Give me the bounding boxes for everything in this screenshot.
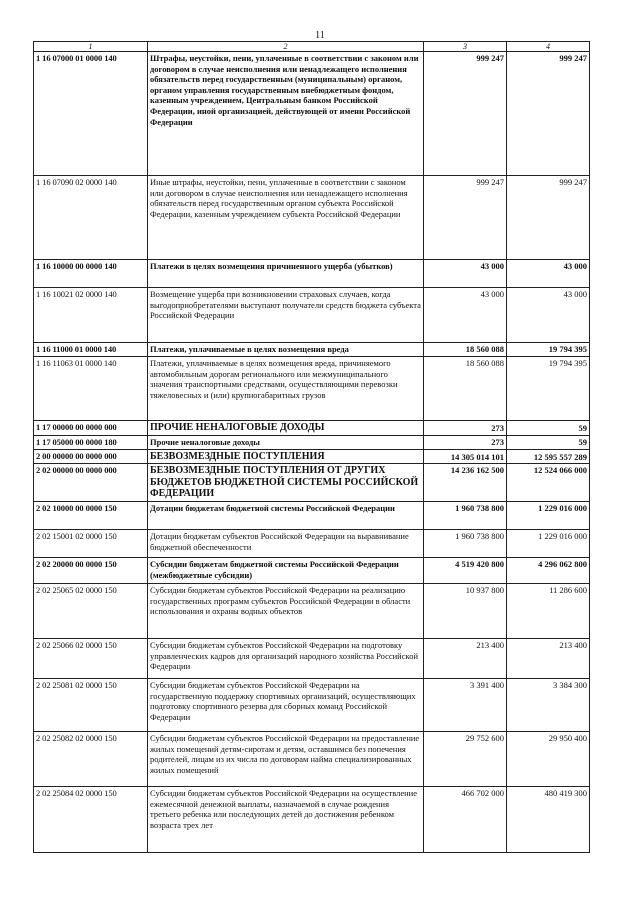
amount-2-cell: 43 000 [507, 288, 590, 343]
amount-2-cell: 999 247 [507, 52, 590, 176]
amount-1-cell: 3 391 400 [424, 679, 507, 732]
amount-2-cell: 12 595 557 289 [507, 449, 590, 464]
revenue-name-cell: ПРОЧИЕ НЕНАЛОГОВЫЕ ДОХОДЫ [148, 421, 424, 436]
table-row [34, 732, 590, 787]
revenue-name-cell: Иные штрафы, неустойки, пени, уплаченные в соответствии с законом или договором в случае неисполнения или ненадлежащего исполнения обязательств перед государственным органом субъекта Российской Федерации, казенным учреждением субъекта Российской Федерации [148, 176, 424, 260]
amount-1-cell: 273 [424, 421, 507, 436]
revenue-name-cell: Платежи, уплачиваемые в целях возмещения вреда [148, 343, 424, 357]
amount-2-cell: 1 229 016 000 [507, 502, 590, 530]
budget-code-cell: 1 16 07000 01 0000 140 [34, 52, 148, 176]
budget-code-cell: 2 02 25084 02 0000 150 [34, 787, 148, 853]
table-row [34, 288, 590, 343]
revenue-name-cell: Штрафы, неустойки, пени, уплаченные в соответствии с законом или договором в случае неисполнения или ненадлежащего исполнения обязательств перед государственным (муниципальным) органом, органом управления государственным внебюджетным фондом, казенным учреждением, Центральным банком Российской Федерации, иной организацией, действующей от имени Российской Федерации [148, 52, 424, 176]
amount-1-cell: 18 560 088 [424, 357, 507, 421]
budget-code-cell: 2 02 20000 00 0000 150 [34, 558, 148, 584]
revenue-name-cell: Субсидии бюджетам субъектов Российской Федерации на подготовку управленческих кадров для организаций народного хозяйства Российской Федерации [148, 639, 424, 679]
budget-code-cell: 2 02 10000 00 0000 150 [34, 502, 148, 530]
amount-1-cell: 273 [424, 436, 507, 450]
revenue-name-cell: Субсидии бюджетам субъектов Российской Федерации на реализацию государственных программ субъектов Российской Федерации в области использования и охраны водных объектов [148, 584, 424, 639]
revenue-name-cell: Субсидии бюджетам субъектов Российской Федерации на осуществление ежемесячной денежной выплаты, назначаемой в случае рождения третьего ребенка или последующих детей до достижения ребенком возраста трех лет [148, 787, 424, 853]
amount-2-cell: 999 247 [507, 176, 590, 260]
column-header-amount-2: 4 [507, 42, 590, 52]
budget-code-cell: 2 02 15001 02 0000 150 [34, 530, 148, 558]
revenue-name-cell: БЕЗВОЗМЕЗДНЫЕ ПОСТУПЛЕНИЯ ОТ ДРУГИХ БЮДЖЕТОВ БЮДЖЕТНОЙ СИСТЕМЫ РОССИЙСКОЙ ФЕДЕРАЦИИ [148, 464, 424, 502]
budget-code-cell: 1 16 10000 00 0000 140 [34, 260, 148, 288]
amount-1-cell: 1 960 738 800 [424, 530, 507, 558]
table-row [34, 343, 590, 357]
budget-code-cell: 1 16 11063 01 0000 140 [34, 357, 148, 421]
revenue-name-cell: Прочие неналоговые доходы [148, 436, 424, 450]
amount-2-cell: 213 400 [507, 639, 590, 679]
amount-2-cell: 29 950 400 [507, 732, 590, 787]
table-row [34, 558, 590, 584]
table-row [34, 52, 590, 176]
table-row [34, 787, 590, 853]
table-row [34, 530, 590, 558]
revenue-name-cell: БЕЗВОЗМЕЗДНЫЕ ПОСТУПЛЕНИЯ [148, 449, 424, 464]
budget-code-cell: 1 16 07090 02 0000 140 [34, 176, 148, 260]
amount-1-cell: 14 305 014 101 [424, 449, 507, 464]
amount-1-cell: 1 960 738 800 [424, 502, 507, 530]
budget-code-cell: 2 02 00000 00 0000 000 [34, 464, 148, 502]
revenue-name-cell: Субсидии бюджетам бюджетной системы Российской Федерации (межбюджетные субсидии) [148, 558, 424, 584]
budget-revenue-table [33, 41, 590, 853]
revenue-name-cell: Возмещение ущерба при возникновении страховых случаев, когда выгодоприобретателями выступают получатели средств бюджета субъекта Российской Федерации [148, 288, 424, 343]
amount-1-cell: 14 236 162 500 [424, 464, 507, 502]
table-row [34, 464, 590, 502]
revenue-name-cell: Платежи в целях возмещения причиненного ущерба (убытков) [148, 260, 424, 288]
amount-2-cell: 59 [507, 436, 590, 450]
amount-1-cell: 466 702 000 [424, 787, 507, 853]
column-header-code: 1 [34, 42, 148, 52]
amount-2-cell: 11 286 600 [507, 584, 590, 639]
budget-code-cell: 2 02 25082 02 0000 150 [34, 732, 148, 787]
column-number-row [34, 42, 590, 52]
amount-2-cell: 12 524 066 000 [507, 464, 590, 502]
table-body [34, 52, 590, 853]
budget-code-cell: 2 00 00000 00 0000 000 [34, 449, 148, 464]
column-header-name: 2 [148, 42, 424, 52]
amount-1-cell: 18 560 088 [424, 343, 507, 357]
budget-code-cell: 1 16 10021 02 0000 140 [34, 288, 148, 343]
amount-1-cell: 10 937 800 [424, 584, 507, 639]
amount-1-cell: 43 000 [424, 288, 507, 343]
table-row [34, 584, 590, 639]
amount-2-cell: 19 794 395 [507, 343, 590, 357]
revenue-name-cell: Субсидии бюджетам субъектов Российской Федерации на предоставление жилых помещений детям-сиротам и детям, оставшимся без попечения родителей, лицам из их числа по договорам найма специализированных жилых помещений [148, 732, 424, 787]
amount-2-cell: 43 000 [507, 260, 590, 288]
budget-code-cell: 1 16 11000 01 0000 140 [34, 343, 148, 357]
amount-1-cell: 999 247 [424, 52, 507, 176]
column-header-amount-1: 3 [424, 42, 507, 52]
table-row [34, 679, 590, 732]
amount-2-cell: 59 [507, 421, 590, 436]
revenue-name-cell: Дотации бюджетам субъектов Российской Федерации на выравнивание бюджетной обеспеченности [148, 530, 424, 558]
amount-1-cell: 213 400 [424, 639, 507, 679]
amount-2-cell: 1 229 016 000 [507, 530, 590, 558]
budget-code-cell: 1 17 00000 00 0000 000 [34, 421, 148, 436]
amount-2-cell: 480 419 300 [507, 787, 590, 853]
revenue-name-cell: Платежи, уплачиваемые в целях возмещения вреда, причиняемого автомобильным дорогам регионального или межмуниципального значения транспортными средствами, осуществляющими перевозки тяжеловесных и (или) крупногабаритных грузов [148, 357, 424, 421]
revenue-name-cell: Дотации бюджетам бюджетной системы Российской Федерации [148, 502, 424, 530]
amount-1-cell: 4 519 420 800 [424, 558, 507, 584]
table-row [34, 449, 590, 464]
page-number: 11 [315, 30, 325, 41]
budget-code-cell: 2 02 25081 02 0000 150 [34, 679, 148, 732]
table-row [34, 502, 590, 530]
amount-1-cell: 999 247 [424, 176, 507, 260]
amount-2-cell: 3 384 300 [507, 679, 590, 732]
table-row [34, 357, 590, 421]
revenue-name-cell: Субсидии бюджетам субъектов Российской Федерации на государственную поддержку спортивных организаций, осуществляющих подготовку спортивного резерва для сборных команд Российской Федерации [148, 679, 424, 732]
budget-code-cell: 2 02 25065 02 0000 150 [34, 584, 148, 639]
amount-1-cell: 29 752 600 [424, 732, 507, 787]
table-row [34, 436, 590, 450]
budget-code-cell: 2 02 25066 02 0000 150 [34, 639, 148, 679]
table-row [34, 639, 590, 679]
amount-2-cell: 19 794 395 [507, 357, 590, 421]
amount-1-cell: 43 000 [424, 260, 507, 288]
amount-2-cell: 4 296 062 800 [507, 558, 590, 584]
table-row [34, 260, 590, 288]
table-row [34, 176, 590, 260]
table-row [34, 421, 590, 436]
budget-code-cell: 1 17 05000 00 0000 180 [34, 436, 148, 450]
